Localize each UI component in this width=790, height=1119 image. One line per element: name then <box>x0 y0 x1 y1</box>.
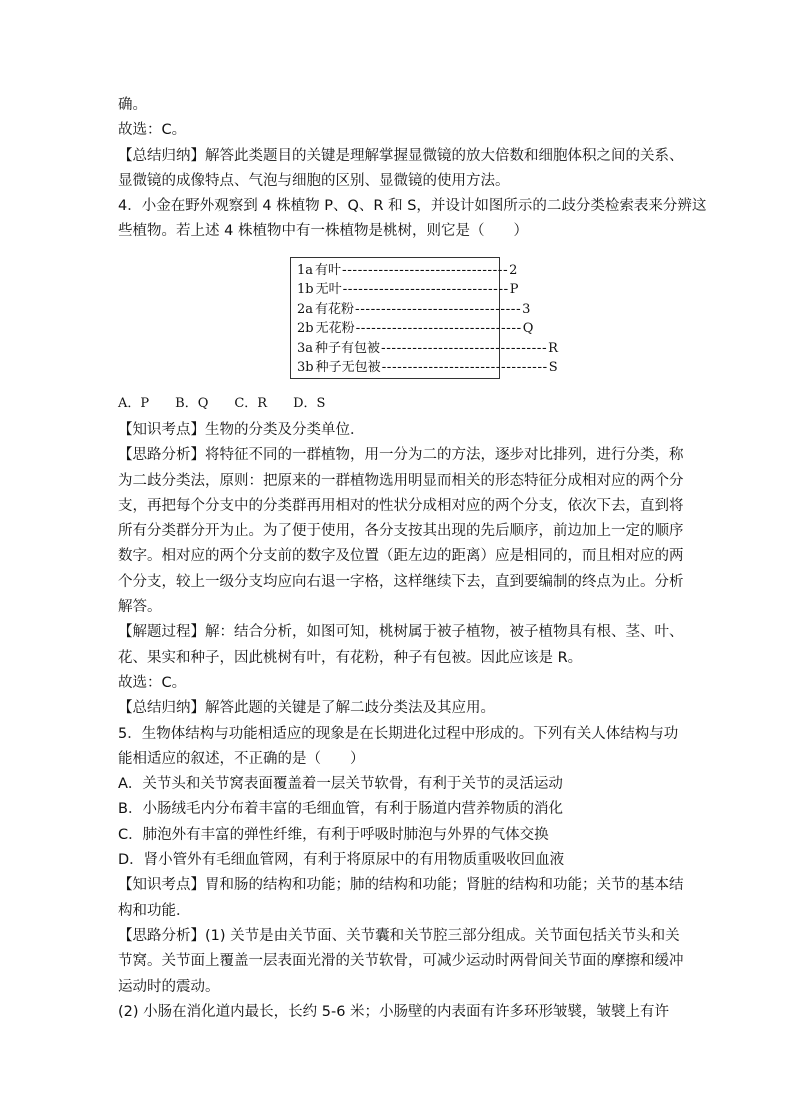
text-line: B．小肠绒毛内分布着丰富的毛细血管，有利于肠道内营养物质的消化 <box>118 801 563 818</box>
text-line: 【总结归纳】解答此类题目的关键是理解掌握显微镜的放大倍数和细胞体积之间的关系、 <box>118 147 684 164</box>
text-line: 故选：C。 <box>118 122 187 139</box>
text-line: (2) 小肠在消化道内最长，长约 5-6 米；小肠壁的内表面有许多环形皱襞，皱襞上有许 <box>118 1003 670 1020</box>
text-line: 【思路分析】将特征不同的一群植物，用一分为二的方法，逐步对比排列，进行分类，称 <box>118 447 684 464</box>
key-target: S <box>548 359 558 375</box>
text-line: C．肺泡外有丰富的弹性纤维，有利于呼吸时肺泡与外界的气体交换 <box>118 826 549 843</box>
key-code: 3b <box>297 359 314 375</box>
key-row <box>297 339 558 358</box>
key-target: 2 <box>509 263 518 278</box>
key-text: 无叶 <box>315 282 342 298</box>
text-line: 【知识考点】胃和肠的结构和功能；肺的结构和功能；肾脏的结构和功能；关节的基本结 <box>118 877 684 894</box>
key-row <box>297 280 519 299</box>
text-line: 确。 <box>118 97 147 113</box>
text-line: 【总结归纳】解答此题的关键是了解二歧分类法及其应用。 <box>118 700 495 717</box>
key-row <box>297 319 534 338</box>
text-line: 能相适应的叙述，不正确的是（ ） <box>118 750 365 767</box>
key-row <box>297 261 518 280</box>
text-line: 【知识考点】生物的分类及分类单位． <box>118 422 365 438</box>
key-dashes: -------------------------------- <box>342 263 509 278</box>
text-line: 为二歧分类法，原则：把原来的一群植物选用明显而相关的形态特征分成相对应的两个分 <box>118 472 684 489</box>
text-line: 所有分类群分开为止。为了便于使用，各分支按其出现的先后顺序，前边加上一定的顺序 <box>118 523 684 540</box>
key-code: 1a <box>297 263 314 278</box>
key-row <box>297 300 531 319</box>
text-line: 数字。相对应的两个分支前的数字及位置（距左边的距离）应是相同的，而且相对应的两 <box>118 548 684 565</box>
key-code: 2b <box>297 321 314 337</box>
answer-options: A．P B．Q C．R D．S <box>118 396 326 411</box>
text-line: 故选：C。 <box>118 674 187 691</box>
text-line: 【解题过程】解：结合分析，如图可知，桃树属于被子植物，被子植物具有根、茎、叶、 <box>118 624 684 641</box>
text-line: 支，再把每个分支中的分类群再用相对的性状分成相对应的两个分支，依次下去，直到将 <box>118 497 684 514</box>
text-line: D．肾小管外有毛细血管网，有利于将原尿中的有用物质重吸收回血液 <box>118 852 565 869</box>
body-text <box>118 418 684 1025</box>
text-line: 运动时的震动。 <box>118 978 220 995</box>
key-code: 1b <box>297 282 314 298</box>
key-code: 2a <box>297 301 314 317</box>
key-text: 有叶 <box>315 263 342 278</box>
text-line: 花、果实和种子，因此桃树有叶，有花粉，种子有包被。因此应该是 R。 <box>118 649 583 666</box>
key-target: 3 <box>522 301 531 317</box>
key-text: 种子无包被 <box>315 359 381 375</box>
key-row <box>297 358 558 377</box>
text-line: 构和功能． <box>118 902 191 919</box>
text-line: 些植物。若上述 4 株植物中有一株植物是桃树，则它是（ ） <box>118 223 528 240</box>
text-line: 解答。 <box>118 599 162 616</box>
key-target: Q <box>522 321 534 337</box>
key-dashes: -------------------------------- <box>342 282 509 298</box>
text-line: 个分支，较上一级分支均应向右退一字格，这样继续下去，直到要编制的终点为止。分析 <box>118 573 684 590</box>
key-text: 种子有包被 <box>315 340 381 356</box>
key-dashes: -------------------------------- <box>355 301 522 317</box>
key-code: 3a <box>297 340 314 356</box>
key-text: 有花粉 <box>315 301 355 317</box>
text-line: 节窝。关节面上覆盖一层表面光滑的关节软骨，可减少运动时两骨间关节面的摩擦和缓冲 <box>118 953 684 970</box>
key-text: 无花粉 <box>315 321 355 337</box>
dichotomous-key-table <box>290 257 558 379</box>
top-text <box>118 93 707 245</box>
key-target: P <box>509 282 519 298</box>
text-line: 【思路分析】(1) 关节是由关节面、关节囊和关节腔三部分组成。关节面包括关节头和关 <box>118 927 680 944</box>
text-line: 显微镜的成像特点、气泡与细胞的区别、显微镜的使用方法。 <box>118 172 510 189</box>
text-line: 4．小金在野外观察到 4 株植物 P、Q、R 和 S，并设计如图所示的二歧分类检索表来分辨这 <box>118 198 707 215</box>
text-line: 5．生物体结构与功能相适应的现象是在长期进化过程中形成的。下列有关人体结构与功 <box>118 725 679 742</box>
key-dashes: -------------------------------- <box>381 359 548 375</box>
key-target: R <box>548 340 558 356</box>
key-dashes: -------------------------------- <box>355 321 522 337</box>
text-line: A．关节头和关节窝表面覆盖着一层关节软骨，有利于关节的灵活运动 <box>118 776 563 793</box>
key-dashes: -------------------------------- <box>381 340 548 356</box>
